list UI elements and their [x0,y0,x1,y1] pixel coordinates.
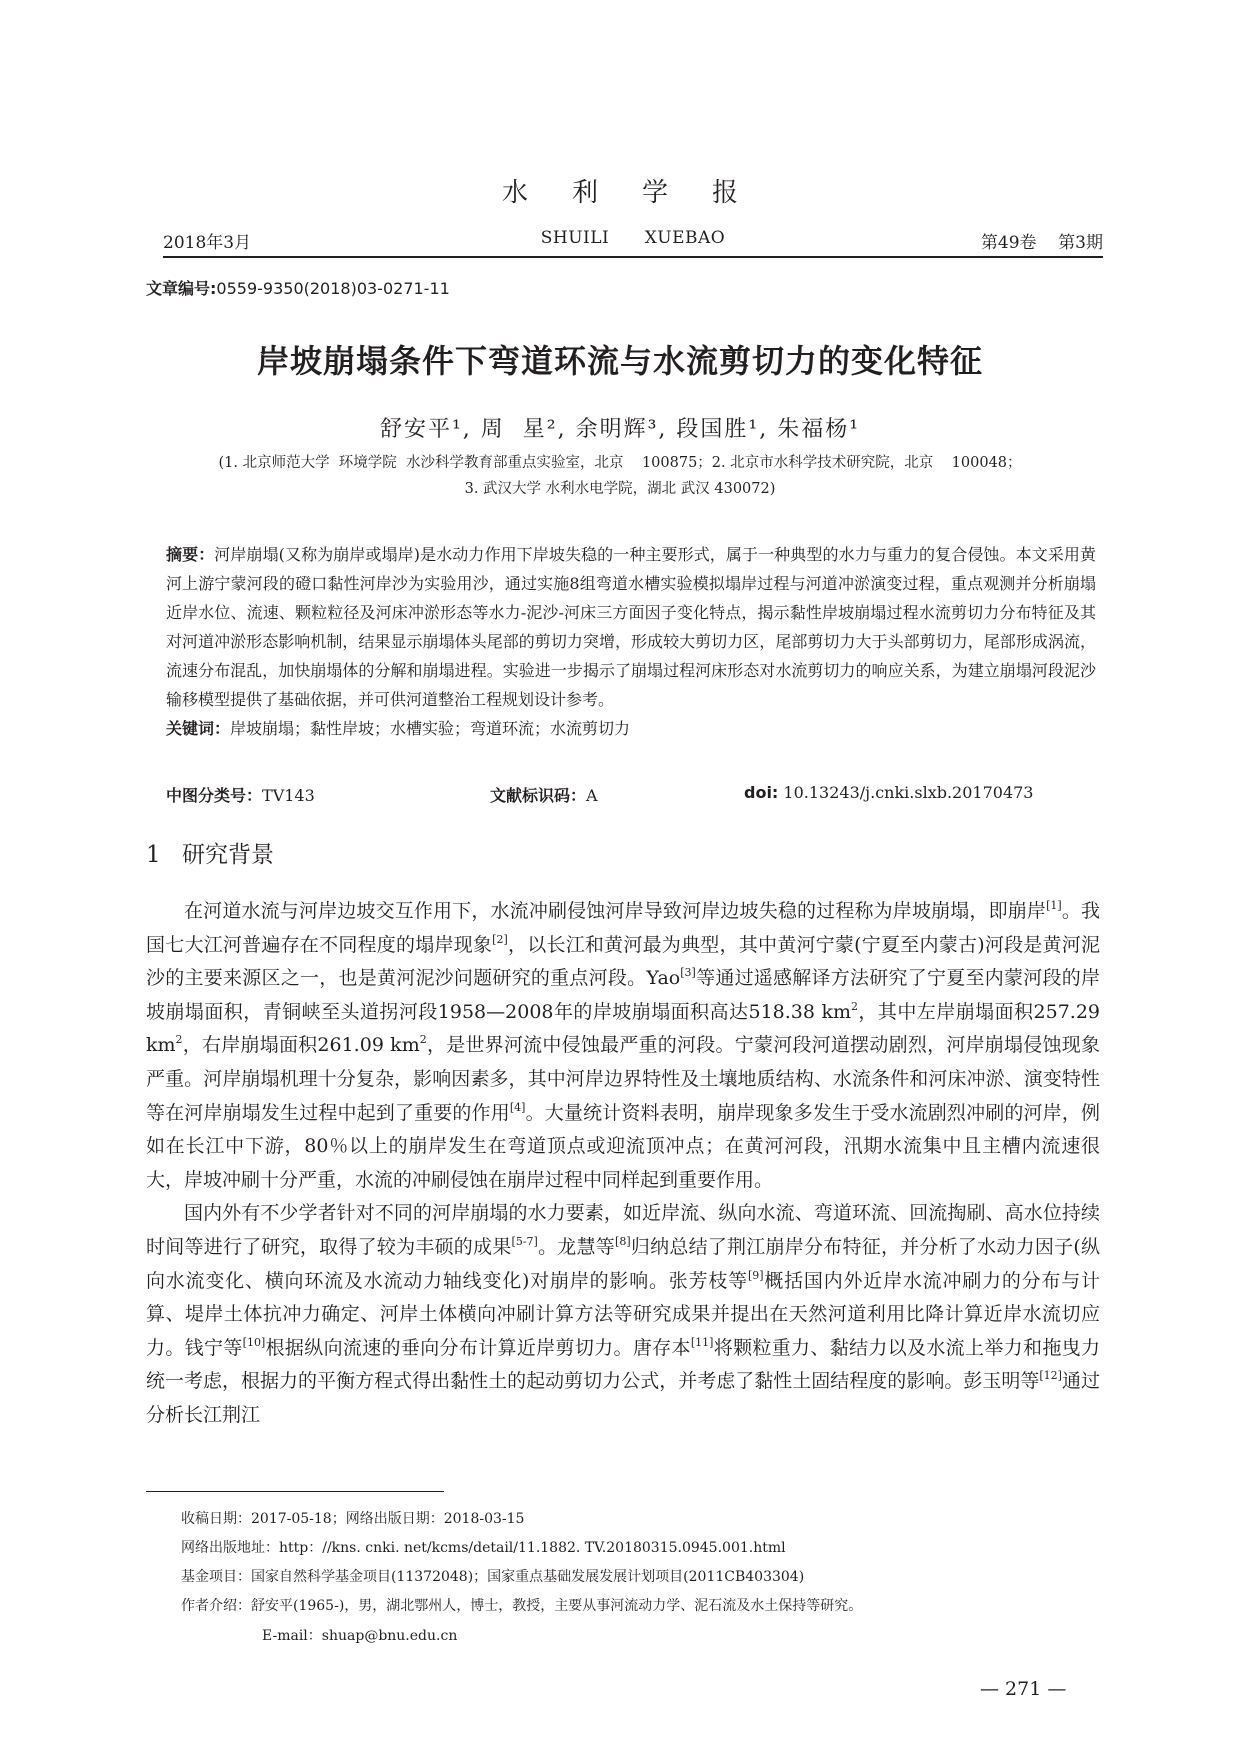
footnote-email: E-mail：shuap@bnu.edu.cn [262,1628,458,1644]
paragraph-1: 在河道水流与河岸边坡交互作用下，水流冲刷侵蚀河岸导致河岸边坡失稳的过程称为岸坡崩塌，即崩岸[1]。我国七大江河普遍存在不同程度的塌岸现象[2]，以长江和黄河最为典型，其中黄河宁蒙(宁夏至内蒙古)河段是黄河泥沙的主要来源区之一，也是黄河泥沙问题研究的重点河段。Yao[3]等通过遥感解译方法研究了宁夏至内蒙河段的岸坡崩塌面积，青铜峡至头道拐河段1958—2008年的岸坡崩塌面积高达518.38 $km^2$，其中左岸崩塌面积257.29 $km^2$，右岸崩塌面积261.09 $km^2$，是世界河流中侵蚀最严重的河段。宁蒙河段河道摆动剧烈，河岸崩塌侵蚀现象严重。河岸崩塌机理十分复杂，影响因素多，其中河岸边界特性及土壤地质结构、水流条件和河床冲淤、演变特性等在河岸崩塌发生过程中起到了重要的作用[4]。大量统计资料表明，崩岸现象多发生于受水流剧烈冲刷的河岸，例如在长江中下游，80％以上的崩岸发生在弯道顶点或迎流顶冲点；在黄河河段，汛期水流集中且主槽内流速很大，岸坡冲刷十分严重，水流的冲刷侵蚀在崩岸过程中同样起到重要作用。 [146,899,1100,1191]
header-rule [163,256,1103,258]
article-number [146,276,450,299]
footnote-received: 收稿日期：2017-05-18；网络出版日期：2018-03-15 [181,1511,525,1527]
affiliation-line-2: 3. 武汉大学 水利水电学院，湖北 武汉 430072) [464,481,776,497]
article-number-label: 文章编号: [146,279,217,298]
document-code-value: A [586,786,598,805]
author-list: 舒安平¹, 周 星², 余明辉³, 段国胜¹, 朱福杨¹ [379,417,861,442]
journal-title: 水利学报 [501,178,782,208]
superscript: 2 [419,1033,427,1047]
doi-value: 10.13243/j.cnki.slxb.20170473 [783,783,1034,802]
citation: [8] [615,1234,631,1248]
affiliation-line-1: (1. 北京师范大学 环境学院 水沙科学教育部重点实验室，北京 100875；2. 北京市水科学技术研究院，北京 100048； [218,455,1022,471]
citation: [3] [680,966,696,980]
footnote-funding: 基金项目：国家自然科学基金项目(11372048)；国家重点基础发展发展计划项目(2011CB403304) [181,1569,805,1585]
keywords-label: 关键词： [166,719,231,738]
citation: [4] [509,1100,526,1114]
citation: [11] [690,1335,714,1349]
doi [744,783,1033,807]
running-header [163,228,1103,254]
citation: [2] [492,932,508,946]
abstract-label: 摘要： [166,545,215,564]
document-code-label: 文献标识码： [490,786,587,805]
superscript: 2 [175,1033,183,1047]
keywords-text: 岸坡崩塌；黏性岸坡；水槽实验；弯道环流；水流剪切力 [230,719,631,738]
body-text [146,895,1100,1433]
citation: [12] [1039,1369,1062,1383]
issue-date: 2018年3月 [163,233,252,253]
citation: [9] [747,1268,764,1282]
classification-label: 中图分类号： [166,786,263,805]
footnote-online-url: 网络出版地址：http：//kns. cnki. net/kcms/detail/11.1882. TV.20180315.0945.001.html [181,1540,786,1556]
superscript: 2 [850,999,858,1013]
classification-number [166,783,315,807]
volume-issue: 第49卷 第3期 [980,233,1103,253]
abstract [166,540,1096,743]
citation: [10] [242,1335,266,1349]
abstract-text: 河岸崩塌(又称为崩岸或塌岸)是水动力作用下岸坡失稳的一种主要形式，属于一种典型的水力与重力的复合侵蚀。本文采用黄河上游宁蒙河段的磴口黏性河岸沙为实验用沙，通过实施8组弯道水槽实验模拟塌岸过程与河道冲淤演变过程，重点观测并分析崩塌近岸水位、流速、颗粒粒径及河床冲淤形态等水力-泥沙-河床三方面因子变化特点，揭示黏性岸坡崩塌过程水流剪切力分布特征及其对河道冲淤形态影响机制，结果显示崩塌体头尾部的剪切力突增，形成较大剪切力区，尾部剪切力大于头部剪切力，尾部形成涡流，流速分布混乱，加快崩塌体的分解和崩塌进程。实验进一步揭示了崩塌过程河床形态对水流剪切力的响应关系，为建立崩塌河段泥沙输移模型提供了基础依据，并可供河道整治工程规划设计参考。 [166,545,1096,709]
paper-title: 岸坡崩塌条件下弯道环流与水流剪切力的变化特征 [256,342,983,380]
classification-value: TV143 [262,786,315,805]
paragraph-2: 国内外有不少学者针对不同的河岸崩塌的水力要素，如近岸流、纵向水流、弯道环流、回流掏刷、高水位持续时间等进行了研究，取得了较为丰硕的成果[5-7]。龙慧等[8]归纳总结了荆江崩岸分布特征，并分析了水动力因子(纵向水流变化、横向环流及水流动力轴线变化)对崩岸的影响。张芳枝等[9]概括国内外近岸水流冲刷力的分布与计算、堤岸土体抗冲力确定、河岸土体横向冲刷计算方法等研究成果并提出在天然河道利用比降计算近岸水流切应力。钱宁等[10]根据纵向流速的垂向分布计算近岸剪切力。唐存本[11]将颗粒重力、黏结力以及水流上举力和拖曳力统一考虑，根据力的平衡方程式得出黏性土的起动剪切力公式，并考虑了黏性土固结程度的影响。彭玉明等[12]通过分析长江荆江 [146,1202,1100,1426]
section-heading [146,836,274,869]
document-code [490,783,598,807]
citation: [5-7] [511,1234,538,1248]
footnote-author: 作者介绍：舒安平(1965-)，男，湖北鄂州人，博士，教授，主要从事河流动力学、泥石流及水土保持等研究。 [181,1598,863,1614]
doi-label: doi: [744,783,779,802]
section-title: 研究背景 [182,842,274,868]
section-number: 1 [146,842,161,868]
citation: [1] [1046,899,1062,912]
footnote-rule [146,1491,444,1492]
page-number: — 271 — [980,1678,1067,1700]
article-number-value: 0559-9350(2018)03-0271-11 [216,279,450,298]
journal-name-en: SHUILI XUEBAO [540,228,726,248]
